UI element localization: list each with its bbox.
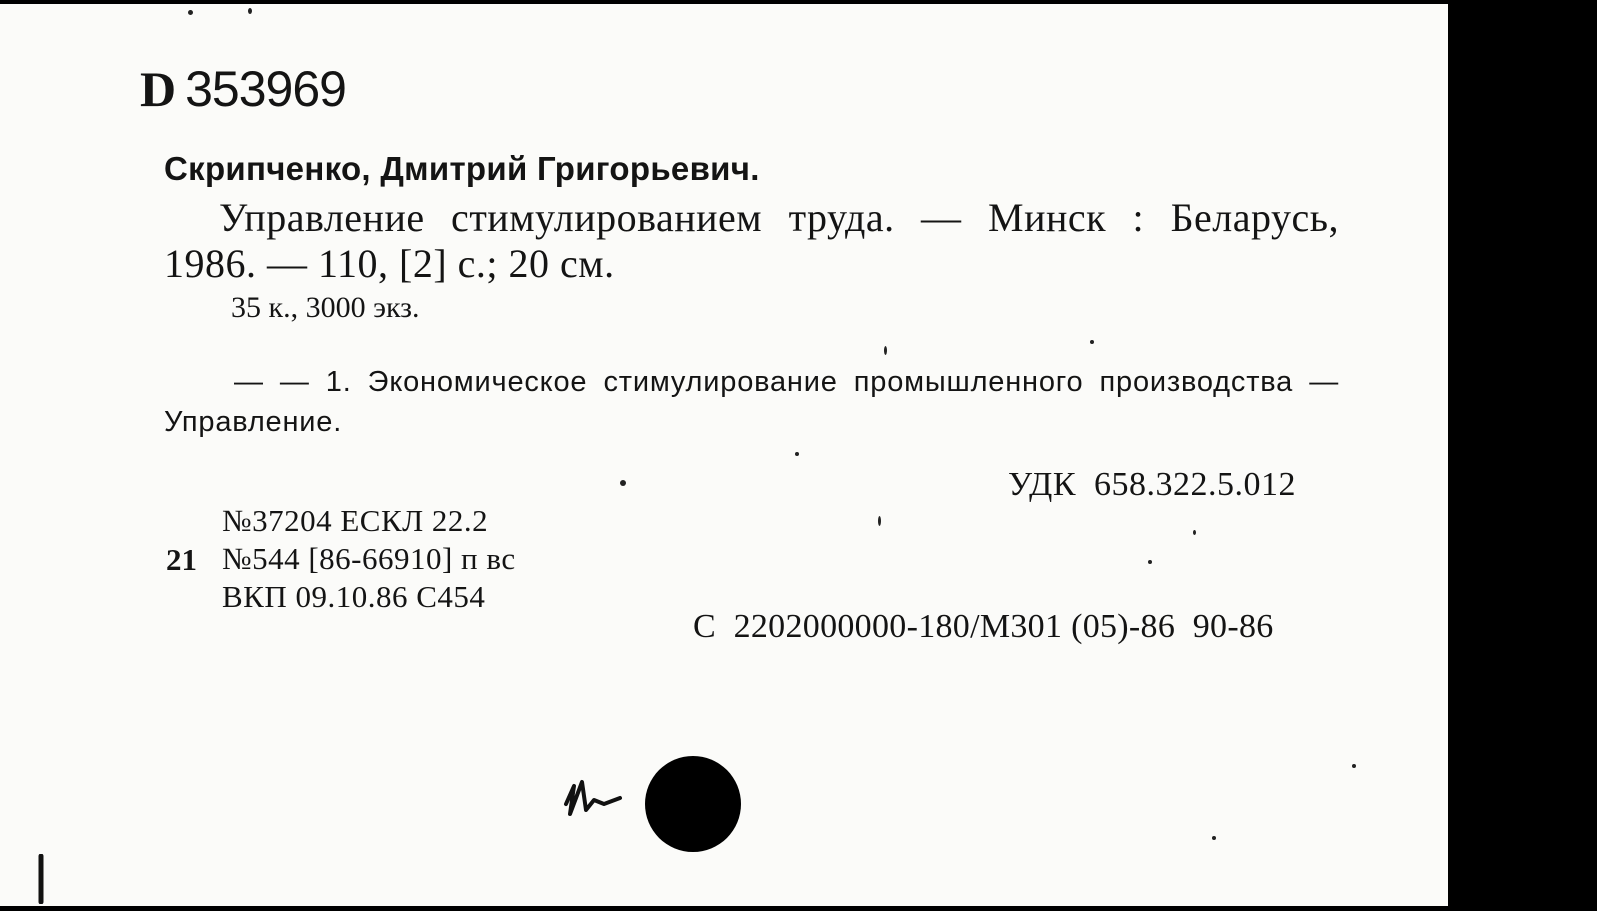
punch-hole <box>645 756 741 852</box>
speck <box>878 516 881 526</box>
catalog-lines <box>222 502 516 616</box>
speck <box>1090 340 1094 344</box>
udk-code: УДК 658.322.5.012 <box>1008 466 1297 503</box>
speck <box>1193 530 1196 535</box>
edge-mark <box>36 854 46 904</box>
speck <box>1148 560 1152 564</box>
speck <box>884 346 887 355</box>
speck <box>248 8 252 14</box>
subject-heading: — — 1. Экономическое стимулирование промышленного производства — Управление. <box>164 366 1339 438</box>
accession-letter: D <box>140 61 176 117</box>
catalog-line-1: №37204 ЕСКЛ 22.2 <box>222 503 489 538</box>
speck <box>188 10 193 15</box>
catalog-line-3: ВКП 09.10.86 С454 <box>222 579 486 614</box>
speck <box>1352 764 1356 768</box>
card-number: 21 <box>166 542 197 577</box>
classification-code: С 2202000000-180/М301 (05)-86 90-86 <box>693 608 1274 645</box>
speck <box>620 480 626 486</box>
accession-digits: 353969 <box>185 61 346 117</box>
speck <box>795 452 799 456</box>
catalog-line-2: №544 [86-66910] п вс <box>222 541 516 576</box>
handwritten-mark <box>560 774 630 834</box>
author-heading: Скрипченко, Дмитрий Григорьевич. <box>164 150 760 187</box>
price-and-print-run: 35 к., 3000 экз. <box>231 291 420 324</box>
title-description: Управление стимулированием труда. — Минск : Беларусь, 1986. — 110, [2] с.; 20 см. <box>164 195 1339 286</box>
catalog-card <box>0 4 1448 906</box>
accession-number <box>140 60 346 118</box>
speck <box>1212 836 1216 840</box>
